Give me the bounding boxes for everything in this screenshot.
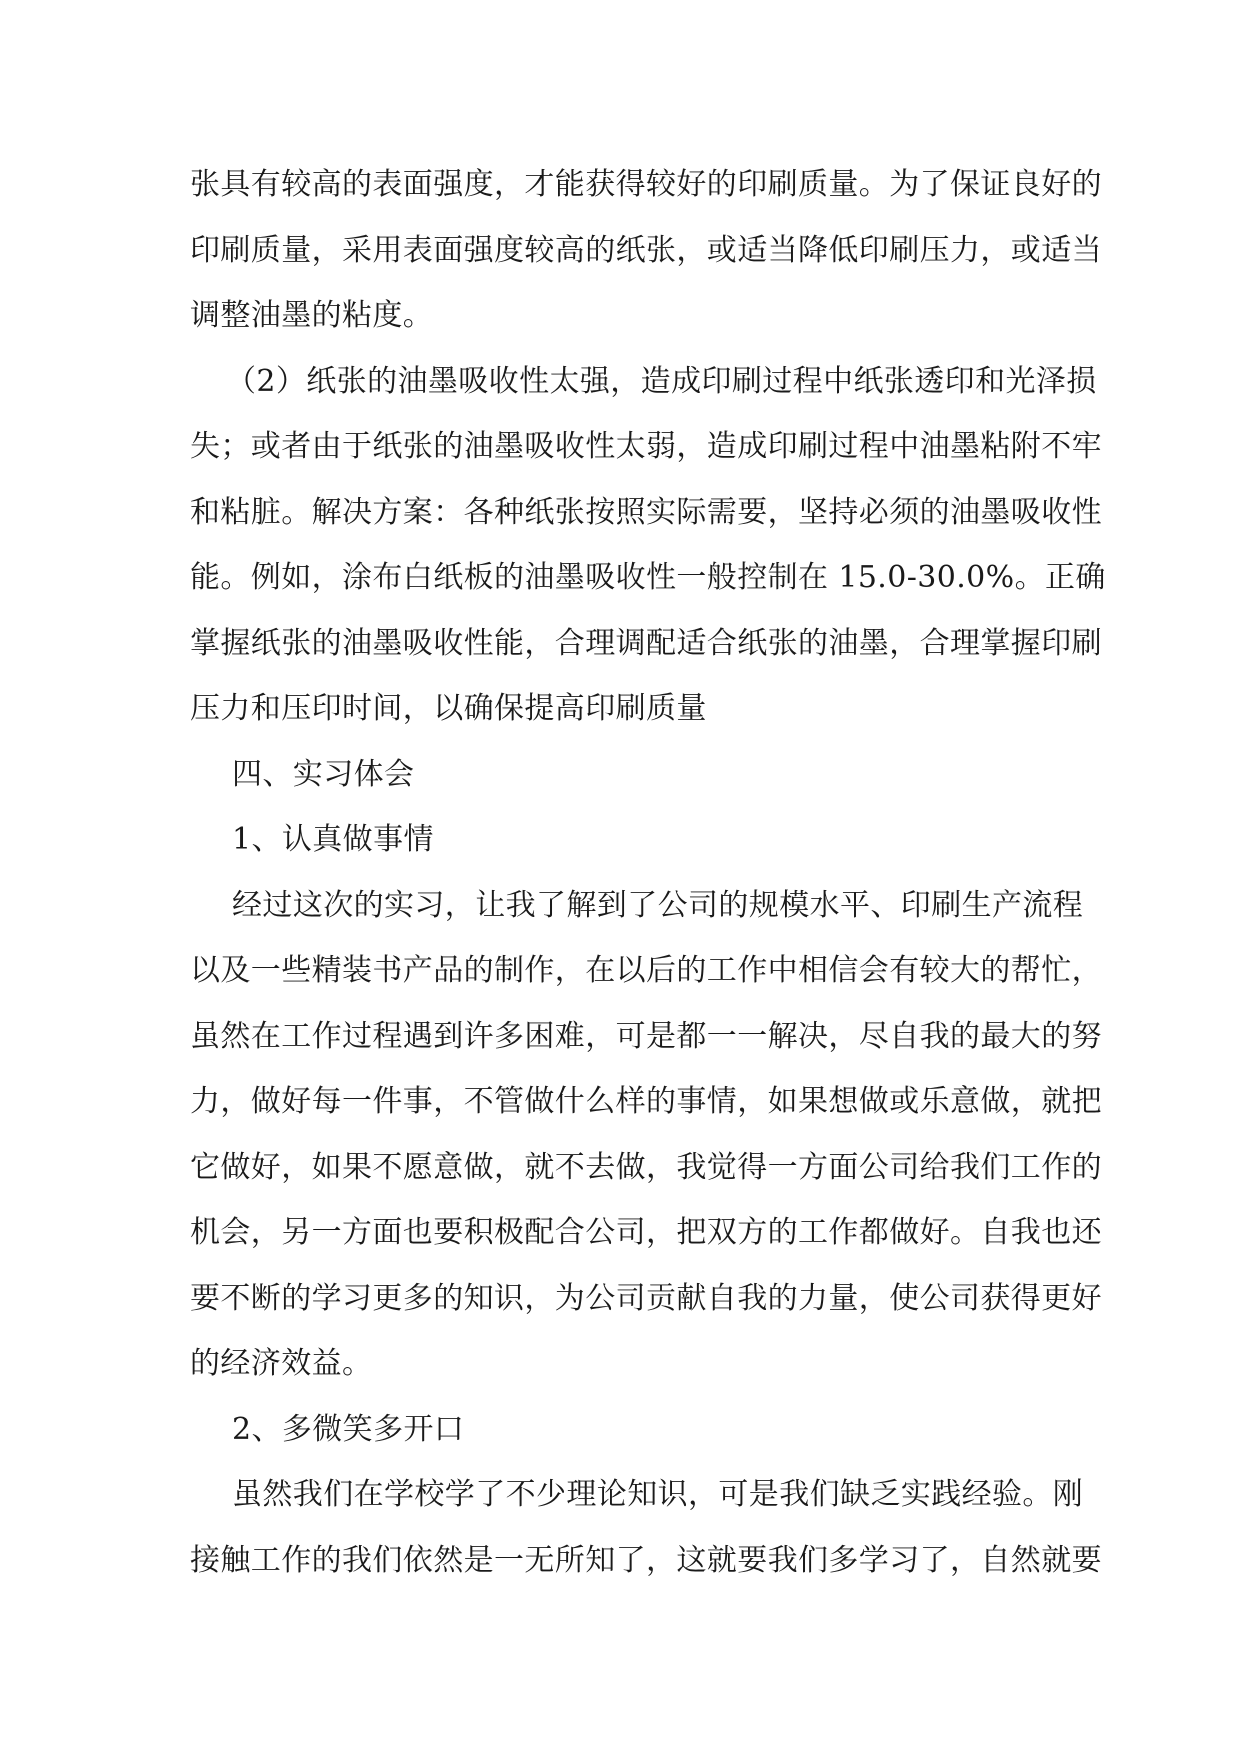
body-line: 力，做好每一件事，不管做什么样的事情，如果想做或乐意做，就把 xyxy=(190,1084,1102,1119)
body-line: 虽然我们在学校学了不少理论知识，可是我们缺乏实践经验。刚 xyxy=(232,1477,1084,1512)
body-line: 经过这次的实习，让我了解到了公司的规模水平、印刷生产流程 xyxy=(232,887,1084,923)
body-line: 调整油墨的粘度。 xyxy=(190,298,434,333)
body-line: 要不断的学习更多的知识，为公司贡献自我的力量，使公司获得更好 xyxy=(190,1280,1102,1316)
body-line: 虽然在工作过程遇到许多困难，可是都一一解决，尽自我的最大的努 xyxy=(190,1018,1102,1054)
body-line: 压力和压印时间，以确保提高印刷质量 xyxy=(190,691,707,726)
body-line: 失；或者由于纸张的油墨吸收性太弱，造成印刷过程中油墨粘附不牢 xyxy=(190,429,1102,464)
body-line: 掌握纸张的油墨吸收性能，合理调配适合纸张的油墨，合理掌握印刷 xyxy=(190,625,1102,661)
body-line: 张具有较高的表面强度，才能获得较好的印刷质量。为了保证良好的 xyxy=(190,167,1102,202)
subsection-heading: 2、多微笑多开口 xyxy=(232,1411,465,1447)
body-line: 的经济效益。 xyxy=(190,1346,373,1381)
subsection-heading: 1、认真做事情 xyxy=(232,822,434,857)
body-line: 接触工作的我们依然是一无所知了，这就要我们多学习了，自然就要 xyxy=(190,1542,1102,1578)
body-line: 印刷质量，采用表面强度较高的纸张，或适当降低印刷压力，或适当 xyxy=(190,232,1102,268)
document-body xyxy=(190,152,1106,1593)
body-line: 能。例如，涂布白纸板的油墨吸收性一般控制在 15.0-30.0%。正确 xyxy=(190,560,1106,595)
body-line: 以及一些精装书产品的制作，在以后的工作中相信会有较大的帮忙， xyxy=(190,953,1102,988)
body-line: （2）纸张的油墨吸收性太强，造成印刷过程中纸张透印和光泽损 xyxy=(226,363,1097,399)
section-heading: 四、实习体会 xyxy=(232,756,415,792)
body-line: 它做好，如果不愿意做，就不去做，我觉得一方面公司给我们工作的 xyxy=(190,1149,1102,1185)
body-line: 和粘脏。解决方案：各种纸张按照实际需要，坚持必须的油墨吸收性 xyxy=(190,494,1102,530)
body-line: 机会，另一方面也要积极配合公司，把双方的工作都做好。自我也还 xyxy=(190,1215,1102,1250)
